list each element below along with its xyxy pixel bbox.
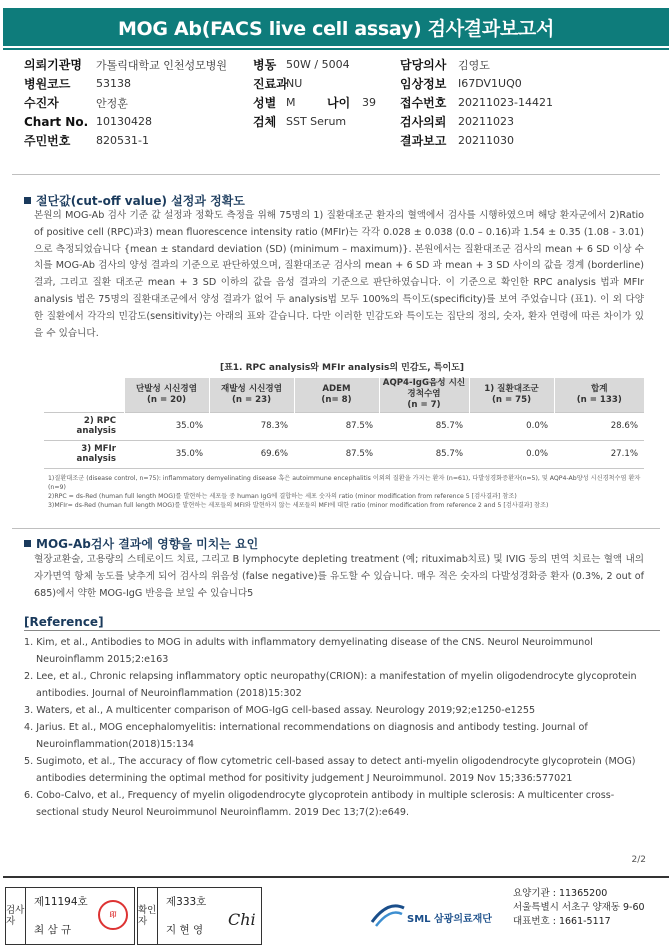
sensitivity-table [44,378,644,469]
dept-value: NU [286,77,303,90]
table-column-header [294,378,379,412]
reference-item: 3. Waters, et al., A multicenter comparison of MOG-IgG cell-based assay. Neurology 2019;92;e1250-e1255 [24,705,536,716]
column-n: (n= 8) [321,394,352,405]
reference-item: 6. Cobo-Calvo, et al., Frequency of myelin oligodendrocyte glycoprotein antibody in multiple sclerosis: A multicenter cross-sectional study Neurol Neuroimmunol Neuroinflamm. 2019 Dec 13;7(2):e649. [24,790,615,818]
doctor-label: 담당의사 [400,58,447,72]
footnote: 3)MFIr= ds-Red (human full length MOG)를 발현하는 세포들의 MFI와 발현하지 않는 세포들의 MFI에 대한 ratio (minor modification from reference 2 and 5 [검사결과] 참조) [48,502,549,509]
footnote: 1)질환대조군 (disease control, n=75): inflammatory demyelinating disease 혹은 autoimmune encephalitis 이외의 질환을 가지는 환자 (n=61), 다발성경화증환자(n=5), 및 AQP4-Ab양성 시신경척수염 환자(n=9) [48,475,641,491]
table-column-header [469,378,554,412]
column-name: 재발성 시신경염 [220,383,283,394]
table-row [44,440,644,468]
request-label: 검사의뢰 [400,115,447,129]
cutoff-heading [24,192,245,209]
patient-value: 안정훈 [96,96,128,110]
reference-item: 2. Lee, et al., Chronic relapsing inflammatory optic neuropathy(CRION): a manifestation of myelin oligodendrocyte glycoprotein antibodies. Journal of Neuroinflammation (2018)15:302 [24,671,637,699]
row-label: 2) RPC analysis [44,412,124,440]
report-value: 20211030 [458,134,514,147]
column-name: 단발성 시신경염 [135,383,198,394]
table-cell: 0.0% [469,412,554,440]
confirmer-no: 제333호 [166,896,207,908]
sml-logo-icon [368,898,408,934]
references-heading: [Reference] [24,615,104,629]
address: 서울특별시 서초구 양재동 9-60 [513,902,645,913]
receipt-value: 20211023-14421 [458,96,553,109]
report-title: MOG Ab(FACS live cell assay) 검사결과보고서 [3,8,669,46]
doctor-value: 김영도 [458,58,490,72]
table-cell: 78.3% [209,412,294,440]
confirmer-vertical-label: 확인자 [138,888,158,944]
care-code: 요양기관 : 11365200 [513,888,608,899]
column-n: (n = 133) [576,394,622,405]
section-divider [12,528,660,529]
factors-paragraph: 혈장교환술, 고용량의 스테로이드 치료, 그리고 B lymphocyte depleting treatment (예; rituximab치료) 및 IVIG 등의 면역 치료는 혈액 내의 자가면역 항체 농도를 낮추게 되어 검사의 위음성 (false negative)를 유도할 수 있습니다. 매우 적은 숫자의 다발성경화증 환자 (0.3%, 2 out of 685)에서 약한 MOG-IgG 반응을 보일 수 있습니다5 [34,554,644,599]
reference-item: 4. Jarius. Et al., MOG encephalomyelitis: international recommendations on diagnosis and antibody testing. Journal of Neuroinflammation(2018)15:134 [24,722,588,750]
title-underline [3,48,669,50]
specimen-value: SST Serum [286,115,347,128]
reference-item: 1. Kim, et al., Antibodies to MOG in adults with inflammatory demyelinating disease of the CNS. Neurol Neuroimmunol Neuroinflamm 2015;2:e163 [24,637,593,665]
rrn-value: 820531-1 [96,134,149,147]
footnote: 2)RPC = ds-Red (human full length MOG)를 발현하는 세포들 중 human IgG에 결합하는 세포 숫자의 ratio (minor modification from reference 5 [검사결과] 참조) [48,493,517,500]
page-number: 2/2 [631,855,646,865]
inspector-name: 최 삼 규 [34,924,72,936]
table-cell: 69.6% [209,440,294,468]
table-cell: 85.7% [379,412,469,440]
cutoff-paragraph: 본원의 MOG-Ab 검사 기준 값 설정과 정확도 측정을 위해 75명의 1) 질환대조군 환자의 혈액에서 검사를 시행하였으며 해당 환자군에서 2)Ratio of positive cell (RPC)과3) mean fluorescence intensity ratio (MFIr)는 각각 0.028 ± 0.038 (0.0 – 0.16)과 1.54 ± 0.35 (1.08 - 3.01)으로 측정되었습니다 {mean ± standard deviation (SD) (minimum – maximum)}. 본원에서는 질환대조군 검사의 mean + 6 SD 이상 수치를 MOG-Ab 검사의 양성 결과의 기준으로 판단하였으며, 질환대조군 검사의 mean + 6 SD 과 mean + 3 SD 사이의 값을 경계 (borderline) 결과, 그리고 질환 대조군 mean + 3 SD 이하의 값을 음성 결과의 기준으로 판단하였습니다. 이 기준으로 확인한 RPC analysis 법과 MFIr analysis 법은 75명의 질환대조군에서 양성 결과가 없어 두 analysis법 모두 100%의 특이도(specificity)를 보여 주었습니다 (표1). 이 외 다양한 질환에서 각각의 민감도(sensitivity)는 아래의 표와 같습니다. 다만 이러한 민감도와 특이도는 집단의 정의, 숫자, 환자 연령에 따른 차이가 있을 수 있습니다. [34,210,644,339]
report-footer [3,876,669,948]
dept-label: 진료과 [253,77,288,91]
sml-logo-text: SML 삼광의료재단 [407,914,492,925]
reference-item: 5. Sugimoto, et al., The accuracy of flow cytometric cell-based assay to detect anti-myelin oligodendrocyte glycoprotein (MOG) antibodies determining the optimal method for positivity judgement J Neuroimmunol. 2019 Nov 15;336:577021 [24,756,636,784]
patient-label: 수진자 [24,96,59,110]
column-n: (n = 20) [146,394,187,405]
cutoff-heading-text: 절단값(cut-off value) 설정과 정확도 [36,194,245,208]
table-footnotes [48,474,648,510]
clinical-no-label: 임상정보 [400,77,447,91]
receipt-label: 접수번호 [400,96,447,110]
lab-address-block [513,887,645,929]
table-cell: 35.0% [124,412,209,440]
table-cell: 35.0% [124,440,209,468]
inspector-seal-icon: 印 [98,900,128,930]
signature: Chi [228,910,256,929]
table-caption: [표1. RPC analysis와 MFIr analysis의 민감도, 특이도] [219,363,464,373]
chart-value: 10130428 [96,115,152,128]
inspector-box [5,887,135,945]
column-name: AQP4-IgG음성 시신경척수염 [382,378,466,400]
table-column-header [379,378,469,412]
ward-value: 50W / 5004 [286,58,350,71]
sex-value: M [286,96,296,109]
factors-heading [24,535,258,552]
institution-value: 가톨릭대학교 인천성모병원 [96,58,228,72]
inspector-no: 제11194호 [34,896,88,908]
hospital-code-label: 병원코드 [24,77,71,91]
references-list [24,634,644,821]
sex-label: 성별 [253,96,277,110]
inspector-vertical-label: 검사자 [6,888,26,944]
institution-label: 의뢰기관명 [24,58,82,72]
age-label: 나이 [327,96,351,110]
age-value: 39 [362,96,376,109]
column-name: ADEM [322,383,351,394]
chart-label: Chart No. [24,114,89,129]
table-column-header [554,378,644,412]
table-cell: 87.5% [294,440,379,468]
bullet-square-icon [24,540,31,547]
table-cell: 0.0% [469,440,554,468]
rrn-label: 주민번호 [24,134,71,148]
column-n: (n = 75) [491,394,532,405]
table-column-header [209,378,294,412]
phone: 대표번호 : 1661-5117 [513,916,611,927]
table-column-header [124,378,209,412]
table-cell: 27.1% [554,440,644,468]
bullet-square-icon [24,197,31,204]
column-name: 합계 [590,383,608,394]
confirmer-box [137,887,262,945]
column-n: (n = 23) [231,394,272,405]
clinical-no-value: I67DV1UQ0 [458,77,522,90]
report-label: 결과보고 [400,134,447,148]
specimen-label: 검체 [253,115,277,129]
table-cell: 28.6% [554,412,644,440]
row-label: 3) MFIr analysis [44,440,124,468]
table-row [44,412,644,440]
request-value: 20211023 [458,115,514,128]
confirmer-name: 지 현 영 [166,924,204,936]
hospital-code-value: 53138 [96,77,131,90]
section-divider [12,174,660,175]
ward-label: 병동 [253,58,277,72]
table-header-row [44,378,644,412]
factors-heading-text: MOG-Ab검사 결과에 영향을 미치는 요인 [36,537,259,551]
table-corner-cell [44,378,124,412]
column-name: 1) 질환대조군 [484,383,539,394]
references-rule [24,630,660,631]
table-cell: 87.5% [294,412,379,440]
column-n: (n = 7) [407,400,441,411]
table-cell: 85.7% [379,440,469,468]
